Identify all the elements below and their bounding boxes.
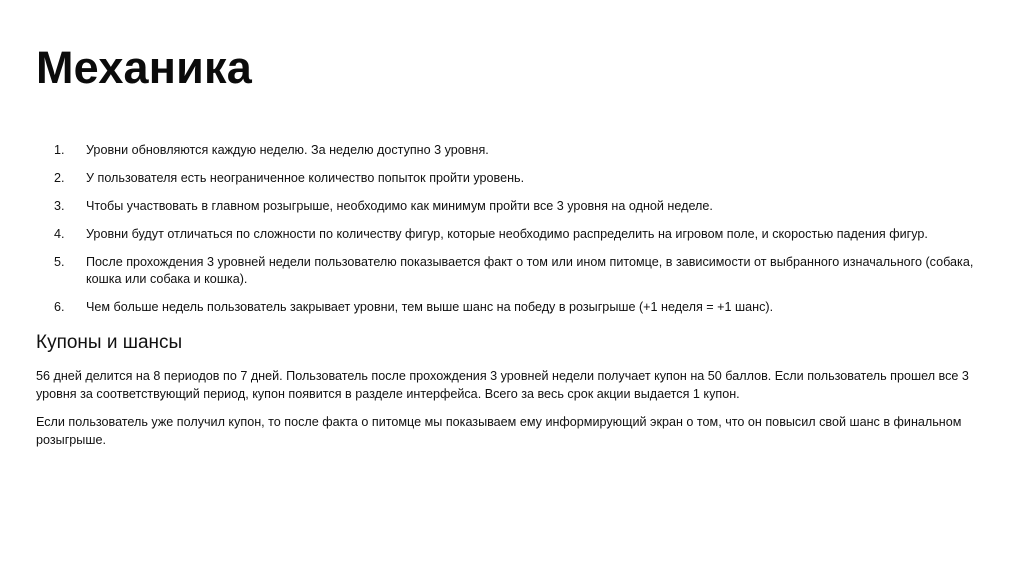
list-item-text: Чем больше недель пользователь закрывает уровни, тем выше шанс на победу в розыгрыше (+1 неделя = +1 шанс). (86, 300, 774, 314)
list-item-number: 4. (54, 227, 65, 241)
mechanics-list-item (36, 142, 986, 159)
list-item-number: 5. (54, 255, 65, 269)
list-item-text: Уровни обновляются каждую неделю. За неделю доступно 3 уровня. (86, 143, 489, 157)
coupons-section-title: Купоны и шансы (36, 332, 183, 353)
mechanics-list-item (36, 198, 986, 215)
mechanics-list-item (36, 299, 986, 316)
mechanics-list-item (36, 226, 986, 243)
mechanics-list (36, 142, 986, 327)
list-item-text: После прохождения 3 уровней недели пользователю показывается факт о том или ином питомце, в зависимости от выбранного изначального (собака, кошка или собака и кошка). (86, 255, 974, 286)
list-item-text: У пользователя есть неограниченное количество попыток пройти уровень. (86, 171, 525, 185)
list-item-number: 3. (54, 199, 65, 213)
mechanics-list-item (36, 170, 986, 187)
list-item-number: 1. (54, 143, 65, 157)
list-item-number: 2. (54, 171, 65, 185)
list-item-text: Уровни будут отличаться по сложности по количеству фигур, которые необходимо распределить на игровом поле, и скоростью падения фигур. (86, 227, 928, 241)
coupons-paragraph-periods: 56 дней делится на 8 периодов по 7 дней. Пользователь после прохождения 3 уровней недели получает купон на 50 баллов. Если пользователь прошел все 3 уровня за соответствующий период, купон появится в разделе интерфейса. Всего за весь срок акции выдается 1 купон. (36, 369, 969, 401)
list-item-number: 6. (54, 300, 65, 314)
mechanics-list-item (36, 254, 986, 288)
list-item-text: Чтобы участвовать в главном розыгрыше, необходимо как минимум пройти все 3 уровня на одной неделе. (86, 199, 713, 213)
coupons-paragraph-chance: Если пользователь уже получил купон, то после факта о питомце мы показываем ему информирующий экран о том, что он повысил свой шанс в финальном розыгрыше. (36, 415, 962, 447)
slide-title: Механика (36, 42, 252, 93)
